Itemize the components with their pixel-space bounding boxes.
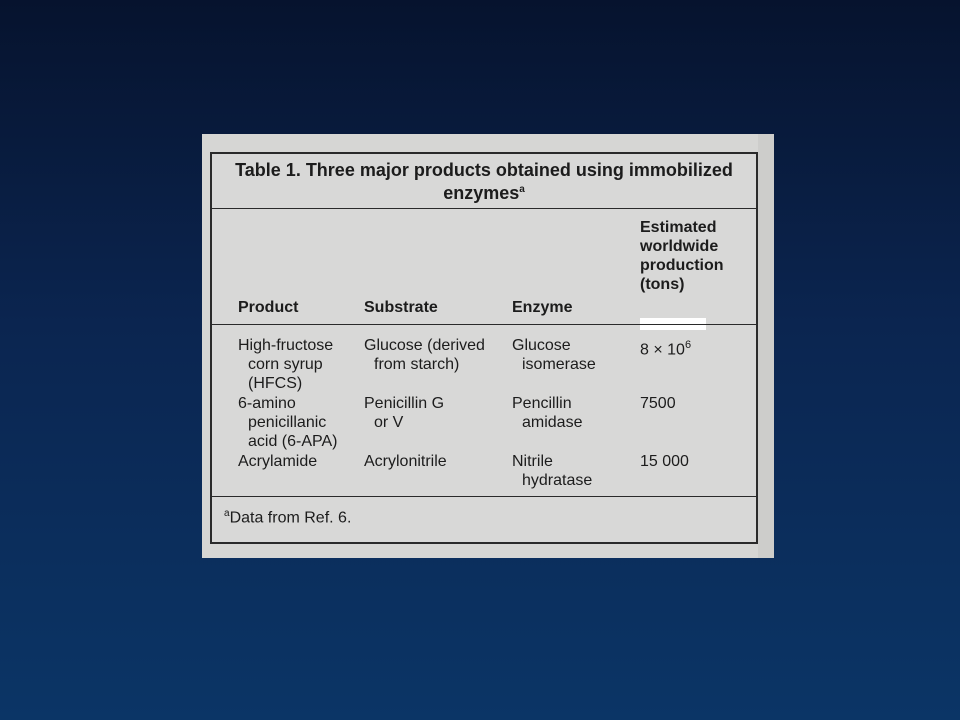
cell-line: amidase [522,414,583,431]
cell-line: (HFCS) [248,375,303,392]
cell-line: penicillanic [248,414,327,431]
table-row-2-enzyme [512,394,582,432]
header-rule [212,324,756,325]
table-row-2-product [238,394,338,451]
cell-line: from starch) [374,356,460,373]
footnote-marker: a [224,508,230,519]
header-enzyme: Enzyme [512,299,573,316]
header-production [640,218,724,294]
cell-line: Nitrile [512,453,553,470]
cell-line: or V [374,414,404,431]
table-row-1-enzyme [512,336,596,374]
table-row-2-production: 7500 [640,395,676,412]
footnote-text: Data from Ref. 6. [229,509,352,527]
cell-line: acid (6-APA) [248,433,338,450]
table-row-2-substrate [364,394,444,432]
cell-line: Acrylonitrile [364,453,447,470]
table-row-3-substrate [364,452,447,471]
table-frame [210,152,758,544]
header-production-line: Estimated [640,219,717,236]
title-footnote-marker: a [519,184,525,195]
cell-line: Acrylamide [238,453,318,470]
header-product: Product [238,299,299,316]
table-row-3-product [238,452,317,471]
title-rule [212,208,756,209]
header-production-line: worldwide [640,238,719,255]
cell-line: corn syrup [248,356,323,373]
scan-edge [758,134,774,558]
cell-line: Glucose (derived [364,337,485,354]
table-row-3-enzyme [512,452,592,490]
table-row-1-product [238,336,333,393]
table-title-line2: enzymes [443,183,520,203]
footnote-rule [212,496,756,497]
table-row-1-production [640,336,691,359]
production-mantissa: 8 × 10 [640,341,685,359]
cell-line: isomerase [522,356,596,373]
cell-line: Penicillin G [364,395,445,412]
cell-line: Pencillin [512,395,572,412]
table-title-line1: Table 1. Three major products obtained using immobilized [235,160,733,180]
cell-line: High-fructose [238,337,334,354]
cell-line: Glucose [512,337,571,354]
header-production-line: production [640,257,724,274]
table-row-3-production: 15 000 [640,453,689,470]
header-production-line: (tons) [640,276,685,293]
header-substrate: Substrate [364,299,438,316]
table-row-1-substrate [364,336,485,374]
table-footnote [224,508,351,527]
table-title [212,160,756,203]
scanned-table-image [202,134,774,558]
production-exponent: 6 [684,339,692,351]
cell-line: 6-amino [238,395,296,412]
cell-line: hydratase [522,472,593,489]
